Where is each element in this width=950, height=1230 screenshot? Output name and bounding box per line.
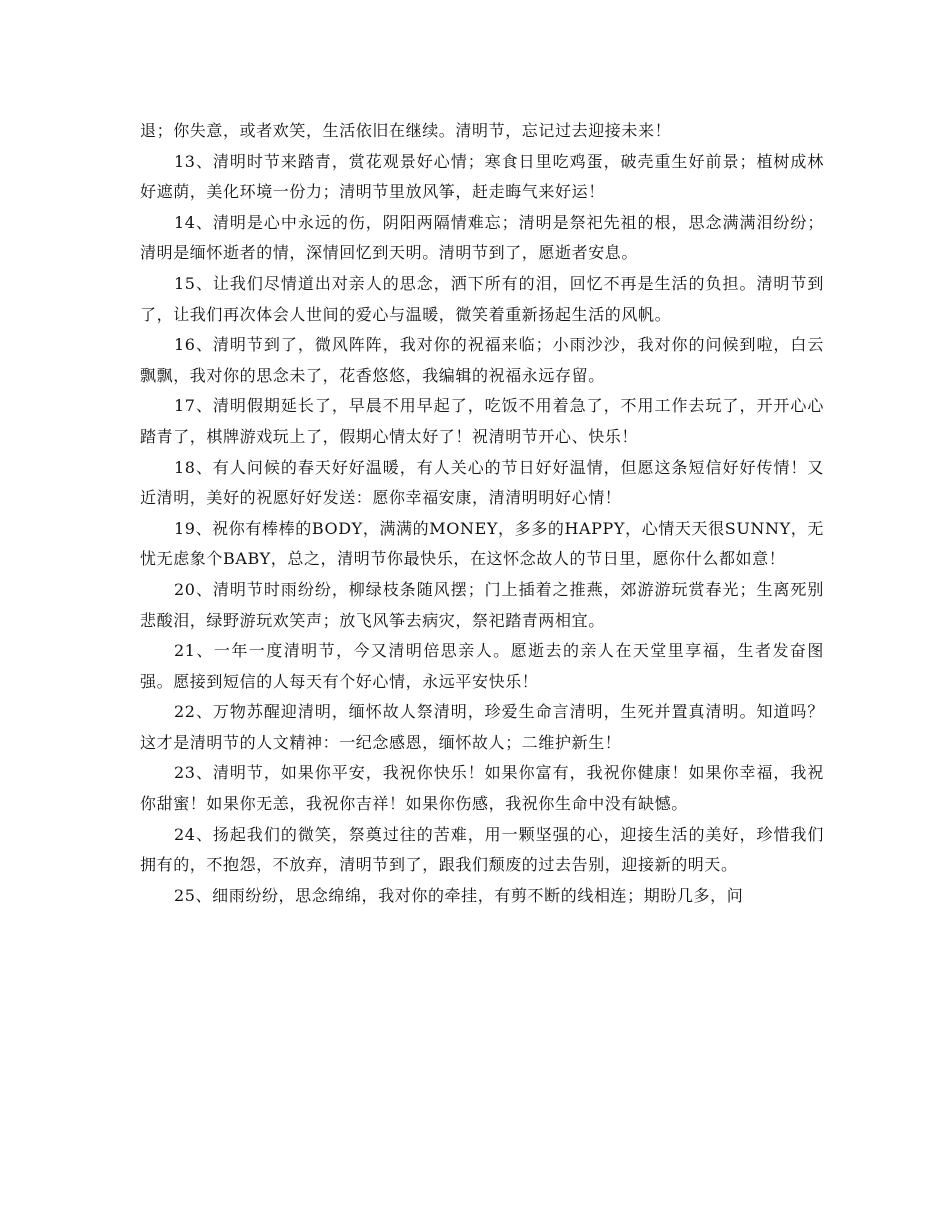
paragraph-20: 20、清明节时雨纷纷，柳绿枝条随风摆；门上插着之推燕，郊游游玩赏春光；生离死别悲酸泪，绿野游玩欢笑声；放飞风筝去病灾，祭祀踏青两相宜。 — [140, 579, 824, 630]
paragraph-22: 22、万物苏醒迎清明，缅怀故人祭清明，珍爱生命言清明，生死并置真清明。知道吗？这才是清明节的人文精神：一纪念感恩，缅怀故人；二维护新生！ — [140, 702, 824, 752]
paragraph-18: 18、有人问候的春天好好温暖，有人关心的节日好好温情，但愿这条短信好好传情！又近清明，美好的祝愿好好发送：愿你幸福安康，清清明明好心情！ — [140, 457, 824, 508]
paragraph-13: 13、清明时节来踏青，赏花观景好心情；寒食日里吃鸡蛋，破壳重生好前景；植树成林好遮荫，美化环境一份力；清明节里放风筝，赶走晦气来好运！ — [140, 151, 824, 202]
paragraph-15: 15、让我们尽情道出对亲人的思念，洒下所有的泪，回忆不再是生活的负担。清明节到了，让我们再次体会人世间的爱心与温暖，微笑着重新扬起生活的风帆。 — [140, 273, 824, 324]
paragraph-14: 14、清明是心中永远的伤，阴阳两隔情难忘；清明是祭祀先祖的根，思念满满泪纷纷；清明是缅怀逝者的情，深情回忆到天明。清明节到了，愿逝者安息。 — [140, 212, 824, 263]
paragraph-continuation: 退；你失意，或者欢笑，生活依旧在继续。清明节，忘记过去迎接未来！ — [140, 121, 672, 140]
paragraph-24: 24、扬起我们的微笑，祭奠过往的苦难，用一颗坚强的心，迎接生活的美好，珍惜我们拥有的，不抱怨，不放弃，清明节到了，跟我们颓废的过去告别，迎接新的明天。 — [140, 824, 824, 875]
paragraph-23: 23、清明节，如果你平安，我祝你快乐！如果你富有，我祝你健康！如果你幸福，我祝你甜蜜！如果你无恙，我祝你吉祥！如果你伤感，我祝你生命中没有缺憾。 — [140, 763, 824, 814]
paragraph-16: 16、清明节到了，微风阵阵，我对你的祝福来临；小雨沙沙，我对你的问候到啦，白云飘飘，我对你的思念未了，花香悠悠，我编辑的祝福永远存留。 — [140, 335, 824, 385]
document-body — [140, 116, 824, 911]
paragraph-17: 17、清明假期延长了，早晨不用早起了，吃饭不用着急了，不用工作去玩了，开开心心踏青了，棋牌游戏玩上了，假期心情太好了！祝清明节开心、快乐！ — [140, 396, 824, 446]
paragraph-25: 25、细雨纷纷，思念绵绵，我对你的牵挂，有剪不断的线相连；期盼几多，问 — [174, 885, 744, 905]
paragraph-19: 19、祝你有棒棒的BODY，满满的MONEY，多多的HAPPY，心情天天很SUNNY，无忧无虑象个BABY，总之，清明节你最快乐，在这怀念故人的节日里，愿你什么都如意！ — [140, 518, 824, 569]
paragraph-21: 21、一年一度清明节，今又清明倍思亲人。愿逝去的亲人在天堂里享福，生者发奋图强。愿接到短信的人每天有个好心情，永远平安快乐！ — [140, 641, 824, 691]
